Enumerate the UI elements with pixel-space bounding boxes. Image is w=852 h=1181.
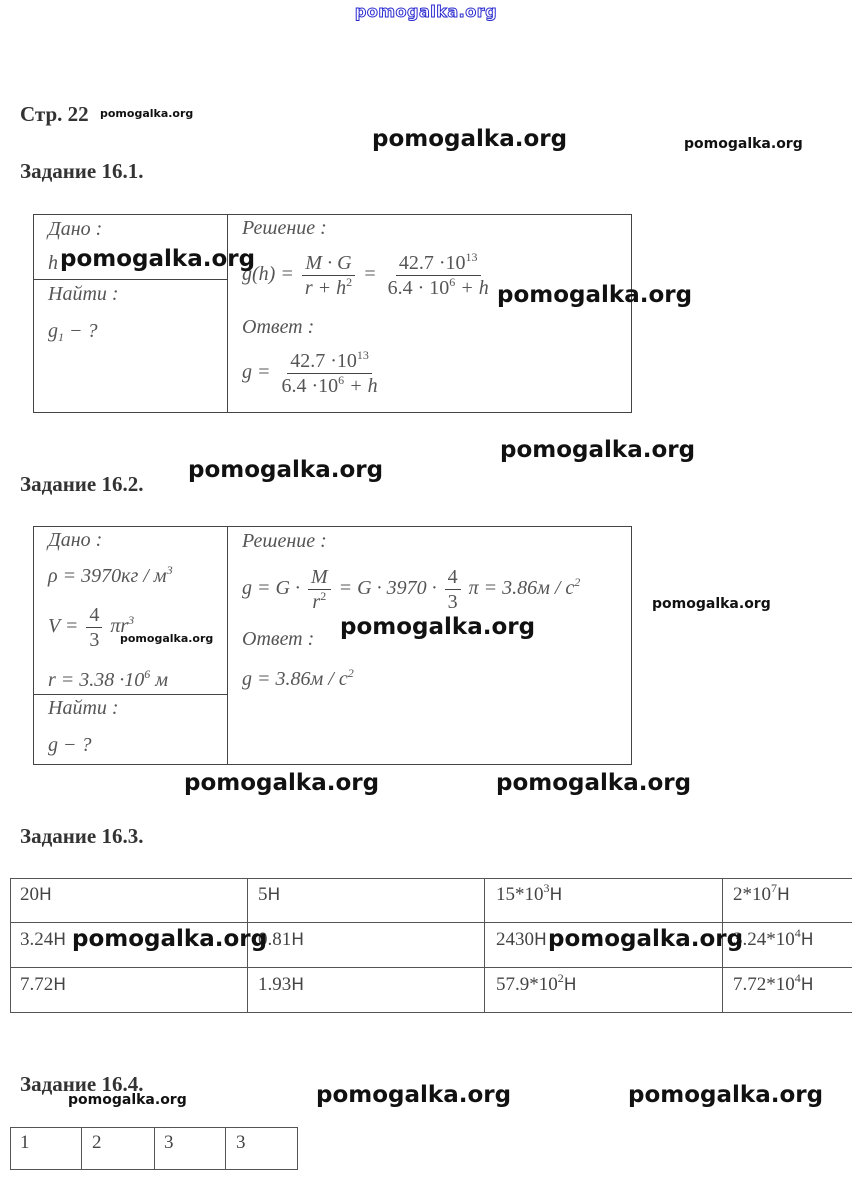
top-watermark: pomogalka.org [354, 2, 498, 21]
watermark: pomogalka.org [548, 926, 744, 952]
watermark: pomogalka.org [68, 1092, 187, 1108]
watermark: pomogalka.org [372, 126, 568, 152]
table-cell: 3 [236, 1132, 246, 1153]
table-cell: $3.24*10^4Н$ [733, 926, 814, 950]
answer-equation: $g = 3.86м / с^2$ [242, 666, 354, 690]
given-radius: $r = 3.38 \cdot 10^6$ м [48, 667, 169, 691]
task-16-3-heading: Задание 16.3. [20, 824, 144, 848]
table-cell: 1.93Н [258, 974, 305, 995]
table-cell: 2430Н [496, 929, 547, 950]
watermark: pomogalka.org [497, 282, 693, 308]
task-16-1-heading: Задание 16.1. [20, 159, 144, 183]
watermark: pomogalka.org [496, 770, 692, 796]
page-label: Стр. 22 [20, 102, 89, 126]
given-var: h [48, 252, 58, 274]
table-cell: 0.81Н [258, 929, 305, 950]
watermark: pomogalka.org [100, 107, 194, 120]
watermark: pomogalka.org [60, 246, 256, 272]
find-label: Найти : [48, 283, 119, 305]
table-cell: $7.72*10^4Н$ [733, 971, 814, 995]
table-cell: 3 [164, 1132, 174, 1153]
task-16-2-heading: Задание 16.2. [20, 472, 144, 496]
watermark: pomogalka.org [652, 596, 771, 612]
answer-label: Ответ : [242, 628, 315, 650]
table-cell: 20Н [20, 884, 52, 905]
table-cell: 1 [20, 1132, 30, 1153]
given-volume: V = $\frac{4}{3}$ $\pi r^3$ [48, 604, 135, 651]
table-cell: $15*10^3Н$ [496, 881, 563, 905]
given-density: $\rho = 3970кг / м^3$ [48, 563, 173, 587]
task-16-4-heading: Задание 16.4. [20, 1072, 144, 1096]
find-expression: g − ? [48, 734, 92, 756]
answer-equation: g = $\frac{42.7 \cdot 10^{13}}{6.4 \cdot 10^6 + h}$ [242, 348, 378, 397]
find-label: Найти : [48, 697, 119, 719]
watermark: pomogalka.org [120, 632, 214, 645]
watermark: pomogalka.org [72, 926, 268, 952]
given-label: Дано : [48, 529, 103, 551]
watermark: pomogalka.org [628, 1082, 824, 1108]
table-cell: 7.72Н [20, 974, 67, 995]
table-cell: $57.9*10^2Н$ [496, 971, 577, 995]
watermark: pomogalka.org [684, 136, 803, 152]
table-cell: 5Н [258, 884, 281, 905]
solution-label: Решение : [242, 217, 327, 239]
table-cell: $2*10^7Н$ [733, 881, 790, 905]
table-cell: 3.24Н [20, 929, 67, 950]
solution-equation: g = G · $\frac{M}{r^2}$ = G · 3970 · $\frac{4}{3}$ $\pi = 3.86м / с^2$ [242, 566, 581, 613]
watermark: pomogalka.org [188, 457, 384, 483]
watermark: pomogalka.org [316, 1082, 512, 1108]
watermark: pomogalka.org [184, 770, 380, 796]
solution-equation: g(h) = $\frac{M \cdot G}{r + h^2}$ = $\frac{42.7 \cdot 10^{13}}{6.4 \cdot 10^6 + h}$ [242, 250, 489, 299]
solution-label: Решение : [242, 530, 327, 552]
watermark: pomogalka.org [340, 614, 536, 640]
table-cell: 2 [92, 1132, 102, 1153]
answer-label: Ответ : [242, 316, 315, 338]
given-label: Дано : [48, 218, 103, 240]
watermark: pomogalka.org [500, 437, 696, 463]
find-expression: $g_1$ − ? [48, 320, 98, 344]
